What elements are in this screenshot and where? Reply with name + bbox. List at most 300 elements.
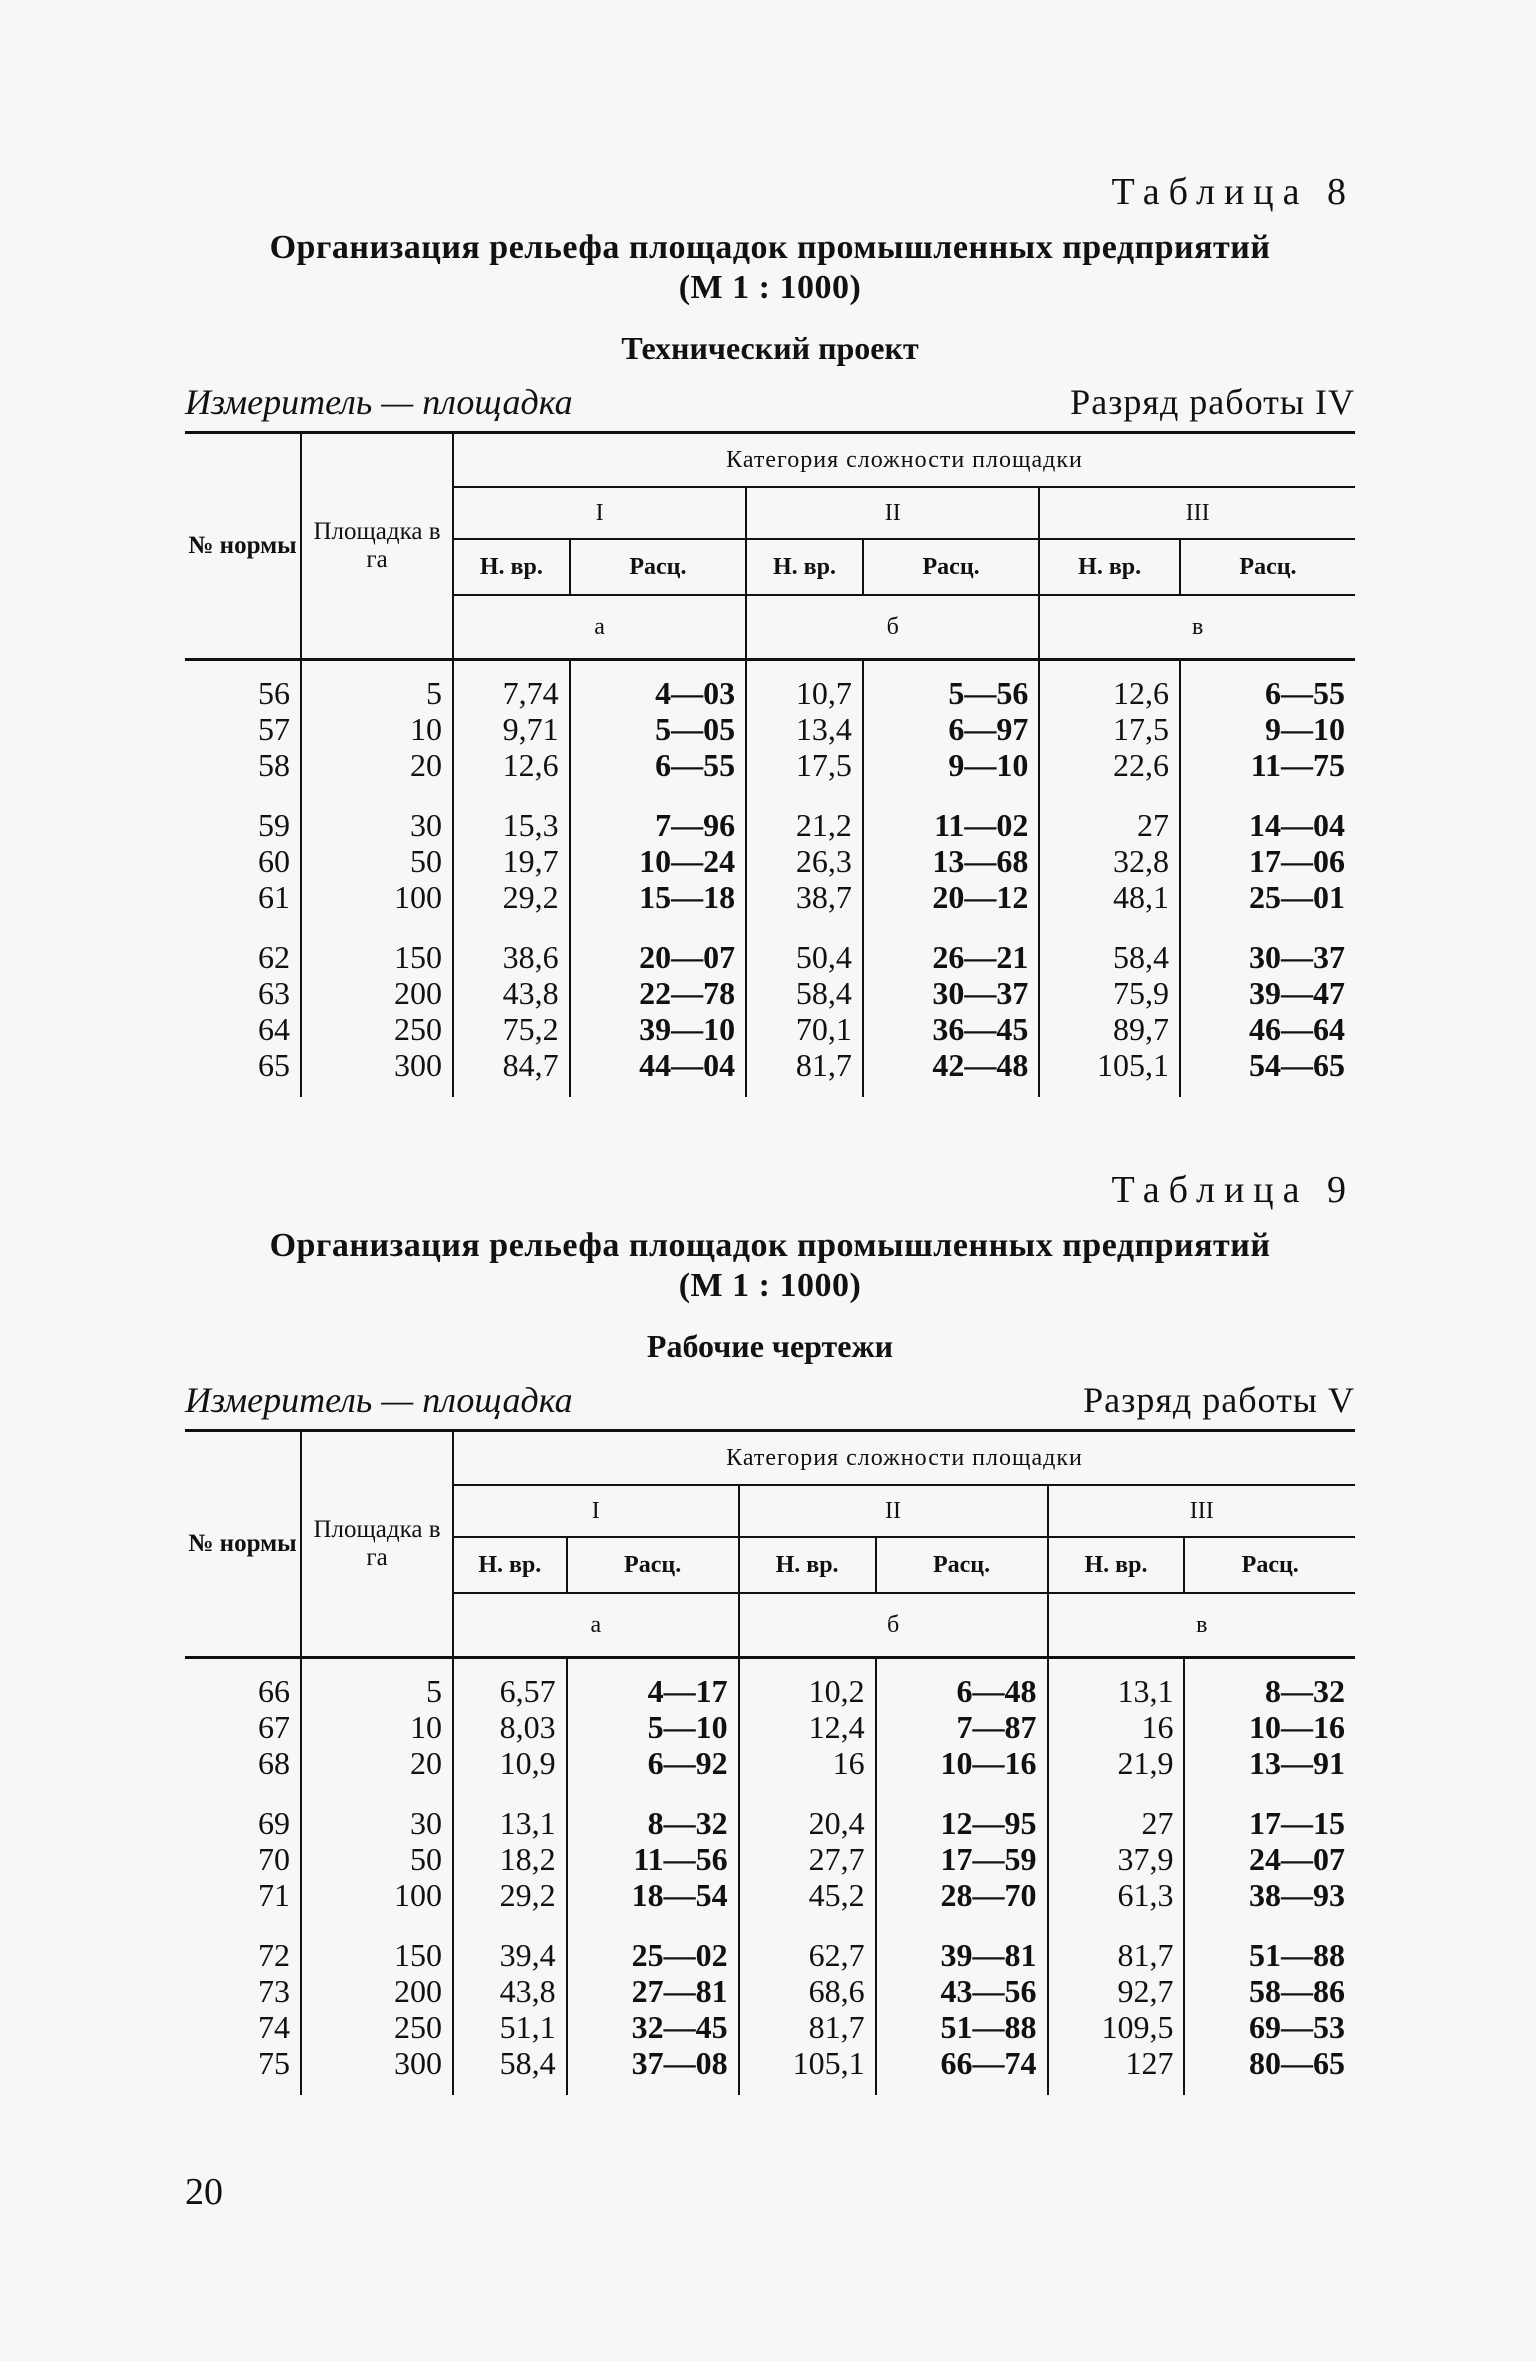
rate-cat-2: 51—88 <box>876 2009 1048 2045</box>
table-row <box>185 1745 1355 1781</box>
spacer-cell <box>739 2081 876 2095</box>
spacer-cell <box>301 2081 453 2095</box>
hours-cat-1: 84,7 <box>453 1047 570 1083</box>
norm-number: 72 <box>258 1937 290 1973</box>
spacer-cell <box>863 915 1040 939</box>
spacer-cell <box>185 783 301 807</box>
rate-cat-3: 25—01 <box>1180 879 1355 915</box>
hours-cat-3: 12,6 <box>1039 675 1180 711</box>
spacer-cell <box>185 2081 301 2095</box>
rate-cat-1: 10—24 <box>570 843 747 879</box>
spacer-cell <box>185 1913 301 1937</box>
table-row <box>185 2045 1355 2081</box>
header-letter-a: а <box>453 1593 739 1658</box>
area-value: 5 <box>301 1673 453 1709</box>
hours-cat-2: 10,7 <box>746 675 863 711</box>
header-hours: Н. вр. <box>746 539 863 595</box>
hours-cat-1: 43,8 <box>453 1973 567 2009</box>
area-value: 20 <box>301 747 453 783</box>
spacer-cell <box>453 1658 567 1674</box>
spacer-cell <box>746 915 863 939</box>
hours-cat-3: 127 <box>1048 2045 1185 2081</box>
hours-cat-3: 48,1 <box>1039 879 1180 915</box>
hours-cat-1: 51,1 <box>453 2009 567 2045</box>
table-row <box>185 843 1355 879</box>
hours-cat-3: 92,7 <box>1048 1973 1185 2009</box>
norm-number: 59 <box>258 807 290 843</box>
hours-cat-2: 13,4 <box>746 711 863 747</box>
rate-cat-3: 38—93 <box>1184 1877 1355 1913</box>
rate-cat-3: 69—53 <box>1184 2009 1355 2045</box>
hours-cat-1: 15,3 <box>453 807 570 843</box>
header-rate: Расц. <box>863 539 1040 595</box>
spacer-cell <box>301 783 453 807</box>
spacer-cell <box>1180 783 1355 807</box>
spacer-cell <box>746 783 863 807</box>
spacer-cell <box>1039 1083 1180 1097</box>
header-norm: № нормы <box>185 433 301 660</box>
area-value: 100 <box>301 879 453 915</box>
header-area: Площадка в га <box>301 1431 453 1658</box>
norm-number: 69 <box>258 1805 290 1841</box>
hours-cat-1: 6,57 <box>453 1673 567 1709</box>
spacer-cell <box>570 1083 747 1097</box>
hours-cat-3: 37,9 <box>1048 1841 1185 1877</box>
spacer-cell <box>453 1913 567 1937</box>
rate-cat-3: 17—06 <box>1180 843 1355 879</box>
spacer-cell <box>746 1083 863 1097</box>
norm-number: 58 <box>258 747 290 783</box>
hours-cat-2: 62,7 <box>739 1937 876 1973</box>
norm-number: 64 <box>258 1011 290 1047</box>
rate-cat-1: 6—55 <box>570 747 747 783</box>
row-spacer <box>185 660 1355 676</box>
hours-cat-3: 105,1 <box>1039 1047 1180 1083</box>
rate-cat-3: 6—55 <box>1180 675 1355 711</box>
header-group-2: II <box>739 1485 1048 1537</box>
table-row <box>185 1805 1355 1841</box>
header-group-3: III <box>1048 1485 1356 1537</box>
area-value: 200 <box>301 975 453 1011</box>
page-number: 20 <box>185 2171 223 2213</box>
norm-number: 57 <box>258 711 290 747</box>
hours-cat-1: 29,2 <box>453 1877 567 1913</box>
rate-cat-1: 5—10 <box>567 1709 739 1745</box>
spacer-cell <box>876 1913 1048 1937</box>
spacer-cell <box>1048 1658 1185 1674</box>
spacer-cell <box>453 783 570 807</box>
spacer-cell <box>185 1658 301 1674</box>
spacer-cell <box>1039 660 1180 676</box>
rate-cat-2: 43—56 <box>876 1973 1048 2009</box>
area-value: 5 <box>301 675 453 711</box>
header-hours: Н. вр. <box>453 1537 567 1593</box>
norm-number: 62 <box>258 939 290 975</box>
spacer-cell <box>1180 660 1355 676</box>
spacer-cell <box>570 915 747 939</box>
header-hours: Н. вр. <box>1048 1537 1185 1593</box>
spacer-cell <box>1039 915 1180 939</box>
rate-cat-2: 17—59 <box>876 1841 1048 1877</box>
hours-cat-1: 19,7 <box>453 843 570 879</box>
header-category: Категория сложности площадки <box>453 1431 1355 1486</box>
spacer-cell <box>567 1781 739 1805</box>
rate-cat-3: 39—47 <box>1180 975 1355 1011</box>
hours-cat-3: 109,5 <box>1048 2009 1185 2045</box>
spacer-cell <box>863 1083 1040 1097</box>
rate-cat-3: 9—10 <box>1180 711 1355 747</box>
hours-cat-2: 58,4 <box>746 975 863 1011</box>
row-spacer <box>185 783 1355 807</box>
rate-cat-3: 58—86 <box>1184 1973 1355 2009</box>
rate-cat-2: 39—81 <box>876 1937 1048 1973</box>
rate-cat-1: 18—54 <box>567 1877 739 1913</box>
rate-cat-2: 13—68 <box>863 843 1040 879</box>
hours-cat-1: 9,71 <box>453 711 570 747</box>
area-value: 200 <box>301 1973 453 2009</box>
hours-cat-2: 17,5 <box>746 747 863 783</box>
rate-cat-2: 28—70 <box>876 1877 1048 1913</box>
header-group-2: II <box>746 487 1039 539</box>
title-line-1: Организация рельефа площадок промышленных предприятий <box>269 229 1271 266</box>
table-row <box>185 2009 1355 2045</box>
rate-cat-1: 22—78 <box>570 975 747 1011</box>
table-meta <box>185 1379 1355 1421</box>
table-meta <box>185 381 1355 423</box>
rate-cat-3: 24—07 <box>1184 1841 1355 1877</box>
hours-cat-3: 22,6 <box>1039 747 1180 783</box>
hours-cat-2: 21,2 <box>746 807 863 843</box>
hours-cat-2: 10,2 <box>739 1673 876 1709</box>
hours-cat-2: 105,1 <box>739 2045 876 2081</box>
table-row <box>185 1937 1355 1973</box>
hours-cat-2: 50,4 <box>746 939 863 975</box>
area-value: 150 <box>301 939 453 975</box>
title-line-1: Организация рельефа площадок промышленных предприятий <box>269 1227 1271 1264</box>
norm-number: 73 <box>258 1973 290 2009</box>
table-9-section <box>185 1168 1355 2095</box>
spacer-cell <box>746 660 863 676</box>
spacer-cell <box>739 1658 876 1674</box>
norm-number: 65 <box>258 1047 290 1083</box>
header-letter-b: б <box>739 1593 1048 1658</box>
rate-cat-3: 10—16 <box>1184 1709 1355 1745</box>
spacer-cell <box>1184 1658 1355 1674</box>
rate-cat-2: 36—45 <box>863 1011 1040 1047</box>
rate-cat-1: 37—08 <box>567 2045 739 2081</box>
header-hours: Н. вр. <box>739 1537 876 1593</box>
spacer-cell <box>185 660 301 676</box>
rate-cat-1: 27—81 <box>567 1973 739 2009</box>
spacer-cell <box>570 660 747 676</box>
header-rate: Расц. <box>876 1537 1048 1593</box>
header-letter-b: б <box>746 595 1039 660</box>
hours-cat-3: 81,7 <box>1048 1937 1185 1973</box>
hours-cat-1: 75,2 <box>453 1011 570 1047</box>
table-row <box>185 711 1355 747</box>
hours-cat-2: 27,7 <box>739 1841 876 1877</box>
header-rate: Расц. <box>1180 539 1355 595</box>
header-letter-v: в <box>1048 1593 1356 1658</box>
hours-cat-1: 38,6 <box>453 939 570 975</box>
rate-cat-1: 25—02 <box>567 1937 739 1973</box>
rate-cat-1: 11—56 <box>567 1841 739 1877</box>
rate-cat-3: 8—32 <box>1184 1673 1355 1709</box>
hours-cat-3: 32,8 <box>1039 843 1180 879</box>
rate-cat-1: 4—03 <box>570 675 747 711</box>
area-value: 10 <box>301 1709 453 1745</box>
norm-number: 71 <box>258 1877 290 1913</box>
table-row <box>185 807 1355 843</box>
hours-cat-1: 10,9 <box>453 1745 567 1781</box>
work-grade: Разряд работы IV <box>1070 382 1355 422</box>
spacer-cell <box>1180 1083 1355 1097</box>
table-8-section <box>185 170 1355 1097</box>
work-grade: Разряд работы V <box>1083 1380 1355 1420</box>
rate-cat-1: 32—45 <box>567 2009 739 2045</box>
hours-cat-3: 58,4 <box>1039 939 1180 975</box>
header-group-3: III <box>1039 487 1355 539</box>
hours-cat-2: 45,2 <box>739 1877 876 1913</box>
hours-cat-2: 38,7 <box>746 879 863 915</box>
hours-cat-2: 70,1 <box>746 1011 863 1047</box>
spacer-cell <box>876 1658 1048 1674</box>
rate-cat-1: 44—04 <box>570 1047 747 1083</box>
rate-cat-3: 11—75 <box>1180 747 1355 783</box>
spacer-cell <box>453 1781 567 1805</box>
table-row <box>185 879 1355 915</box>
title-line-2: (М 1 : 1000) <box>678 1267 862 1304</box>
rate-cat-3: 17—15 <box>1184 1805 1355 1841</box>
hours-cat-2: 81,7 <box>739 2009 876 2045</box>
hours-cat-2: 12,4 <box>739 1709 876 1745</box>
hours-cat-1: 29,2 <box>453 879 570 915</box>
rate-cat-1: 20—07 <box>570 939 747 975</box>
rate-cat-1: 5—05 <box>570 711 747 747</box>
spacer-cell <box>739 1913 876 1937</box>
area-value: 50 <box>301 843 453 879</box>
hours-cat-1: 18,2 <box>453 1841 567 1877</box>
table-subtitle: Технический проект <box>621 330 919 366</box>
header-letter-v: в <box>1039 595 1355 660</box>
rate-cat-1: 7—96 <box>570 807 747 843</box>
rate-cat-1: 15—18 <box>570 879 747 915</box>
hours-cat-2: 20,4 <box>739 1805 876 1841</box>
spacer-cell <box>1048 2081 1185 2095</box>
hours-cat-3: 27 <box>1039 807 1180 843</box>
norm-number: 60 <box>258 843 290 879</box>
table-row <box>185 975 1355 1011</box>
hours-cat-1: 8,03 <box>453 1709 567 1745</box>
spacer-cell <box>1184 2081 1355 2095</box>
area-value: 300 <box>301 2045 453 2081</box>
hours-cat-2: 81,7 <box>746 1047 863 1083</box>
spacer-cell <box>185 1083 301 1097</box>
spacer-cell <box>876 1781 1048 1805</box>
table-row <box>185 1047 1355 1083</box>
table-row <box>185 1011 1355 1047</box>
row-spacer <box>185 1658 1355 1674</box>
header-hours: Н. вр. <box>453 539 570 595</box>
table-row <box>185 1709 1355 1745</box>
title-line-2: (М 1 : 1000) <box>678 269 862 306</box>
rate-cat-2: 12—95 <box>876 1805 1048 1841</box>
table-title <box>185 1226 1355 1306</box>
spacer-cell <box>301 1913 453 1937</box>
area-value: 50 <box>301 1841 453 1877</box>
norm-number: 66 <box>258 1673 290 1709</box>
header-group-1: I <box>453 1485 739 1537</box>
header-rate: Расц. <box>1184 1537 1355 1593</box>
row-spacer <box>185 1083 1355 1097</box>
spacer-cell <box>739 1781 876 1805</box>
hours-cat-3: 61,3 <box>1048 1877 1185 1913</box>
area-value: 150 <box>301 1937 453 1973</box>
area-value: 30 <box>301 807 453 843</box>
area-value: 10 <box>301 711 453 747</box>
hours-cat-2: 16 <box>739 1745 876 1781</box>
hours-cat-3: 17,5 <box>1039 711 1180 747</box>
rate-cat-2: 26—21 <box>863 939 1040 975</box>
area-value: 300 <box>301 1047 453 1083</box>
measure-unit: Измеритель — площадка <box>185 1380 573 1420</box>
header-group-1: I <box>453 487 746 539</box>
hours-cat-3: 16 <box>1048 1709 1185 1745</box>
norms-table <box>185 431 1355 1097</box>
header-letter-a: а <box>453 595 746 660</box>
spacer-cell <box>1184 1781 1355 1805</box>
spacer-cell <box>453 660 570 676</box>
area-value: 20 <box>301 1745 453 1781</box>
table-row <box>185 675 1355 711</box>
rate-cat-2: 42—48 <box>863 1047 1040 1083</box>
rate-cat-2: 10—16 <box>876 1745 1048 1781</box>
header-rate: Расц. <box>570 539 747 595</box>
spacer-cell <box>301 660 453 676</box>
header-area: Площадка в га <box>301 433 453 660</box>
hours-cat-2: 26,3 <box>746 843 863 879</box>
spacer-cell <box>570 783 747 807</box>
rate-cat-2: 11—02 <box>863 807 1040 843</box>
norm-number: 56 <box>258 675 290 711</box>
hours-cat-1: 43,8 <box>453 975 570 1011</box>
table-row <box>185 1673 1355 1709</box>
rate-cat-3: 13—91 <box>1184 1745 1355 1781</box>
rate-cat-3: 46—64 <box>1180 1011 1355 1047</box>
hours-cat-1: 13,1 <box>453 1805 567 1841</box>
header-hours: Н. вр. <box>1039 539 1180 595</box>
hours-cat-3: 21,9 <box>1048 1745 1185 1781</box>
norm-number: 75 <box>258 2045 290 2081</box>
area-value: 30 <box>301 1805 453 1841</box>
hours-cat-1: 7,74 <box>453 675 570 711</box>
header-norm: № нормы <box>185 1431 301 1658</box>
header-rate: Расц. <box>567 1537 739 1593</box>
rate-cat-3: 80—65 <box>1184 2045 1355 2081</box>
hours-cat-2: 68,6 <box>739 1973 876 2009</box>
table-number: Таблица 8 <box>1111 171 1355 213</box>
rate-cat-1: 8—32 <box>567 1805 739 1841</box>
hours-cat-1: 39,4 <box>453 1937 567 1973</box>
table-row <box>185 1841 1355 1877</box>
spacer-cell <box>863 660 1040 676</box>
spacer-cell <box>453 915 570 939</box>
spacer-cell <box>185 1781 301 1805</box>
table-title <box>185 228 1355 308</box>
table-subtitle: Рабочие чертежи <box>646 1328 894 1364</box>
rate-cat-2: 30—37 <box>863 975 1040 1011</box>
norm-number: 63 <box>258 975 290 1011</box>
norms-table <box>185 1429 1355 2095</box>
area-value: 250 <box>301 2009 453 2045</box>
spacer-cell <box>1184 1913 1355 1937</box>
hours-cat-3: 27 <box>1048 1805 1185 1841</box>
row-spacer <box>185 1781 1355 1805</box>
row-spacer <box>185 2081 1355 2095</box>
spacer-cell <box>301 1781 453 1805</box>
hours-cat-3: 89,7 <box>1039 1011 1180 1047</box>
spacer-cell <box>1048 1913 1185 1937</box>
hours-cat-1: 12,6 <box>453 747 570 783</box>
row-spacer <box>185 915 1355 939</box>
spacer-cell <box>1048 1781 1185 1805</box>
spacer-cell <box>1180 915 1355 939</box>
table-row <box>185 1973 1355 2009</box>
row-spacer <box>185 1913 1355 1937</box>
spacer-cell <box>453 2081 567 2095</box>
table-row <box>185 939 1355 975</box>
area-value: 250 <box>301 1011 453 1047</box>
spacer-cell <box>1039 783 1180 807</box>
rate-cat-3: 54—65 <box>1180 1047 1355 1083</box>
spacer-cell <box>567 1913 739 1937</box>
rate-cat-2: 9—10 <box>863 747 1040 783</box>
rate-cat-2: 7—87 <box>876 1709 1048 1745</box>
rate-cat-2: 6—48 <box>876 1673 1048 1709</box>
table-number: Таблица 9 <box>1111 1169 1355 1211</box>
spacer-cell <box>185 915 301 939</box>
rate-cat-3: 30—37 <box>1180 939 1355 975</box>
hours-cat-1: 58,4 <box>453 2045 567 2081</box>
norm-number: 74 <box>258 2009 290 2045</box>
spacer-cell <box>567 2081 739 2095</box>
spacer-cell <box>301 1083 453 1097</box>
header-category: Категория сложности площадки <box>453 433 1355 488</box>
table-row <box>185 747 1355 783</box>
measure-unit: Измеритель — площадка <box>185 382 573 422</box>
rate-cat-2: 5—56 <box>863 675 1040 711</box>
spacer-cell <box>567 1658 739 1674</box>
rate-cat-1: 4—17 <box>567 1673 739 1709</box>
table-row <box>185 1877 1355 1913</box>
norm-number: 61 <box>258 879 290 915</box>
norm-number: 70 <box>258 1841 290 1877</box>
hours-cat-3: 75,9 <box>1039 975 1180 1011</box>
spacer-cell <box>301 915 453 939</box>
rate-cat-1: 6—92 <box>567 1745 739 1781</box>
spacer-cell <box>863 783 1040 807</box>
rate-cat-2: 66—74 <box>876 2045 1048 2081</box>
rate-cat-2: 20—12 <box>863 879 1040 915</box>
norm-number: 68 <box>258 1745 290 1781</box>
norm-number: 67 <box>258 1709 290 1745</box>
rate-cat-3: 14—04 <box>1180 807 1355 843</box>
rate-cat-1: 39—10 <box>570 1011 747 1047</box>
area-value: 100 <box>301 1877 453 1913</box>
hours-cat-3: 13,1 <box>1048 1673 1185 1709</box>
rate-cat-3: 51—88 <box>1184 1937 1355 1973</box>
spacer-cell <box>876 2081 1048 2095</box>
